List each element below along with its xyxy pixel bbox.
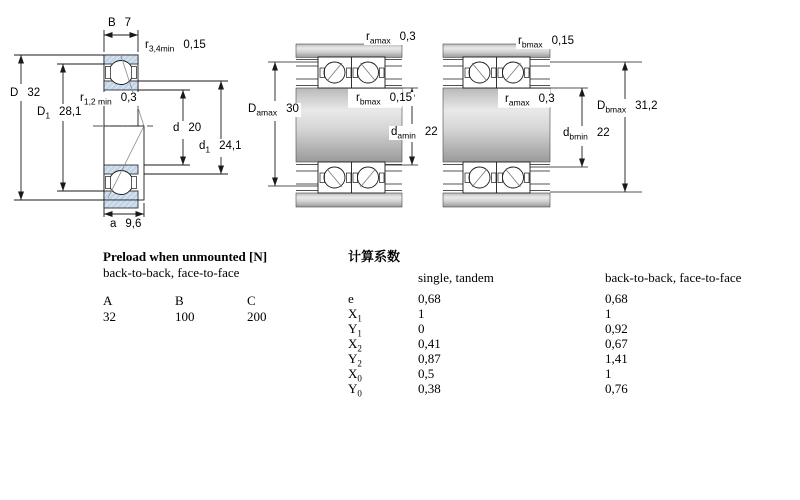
dim-label-dbmin: $d_{bmin}$ 22	[563, 127, 610, 142]
factor-value: 0,87	[418, 351, 441, 366]
factor-value: 1	[605, 306, 612, 321]
dim-label-d: d 20	[173, 122, 202, 134]
dim-label-rbmax-right: $r_{bmax}$ 0,15	[518, 35, 575, 50]
factor-value: 0,5	[418, 366, 435, 381]
factor-row-label: $Y_2$	[348, 351, 362, 369]
factor-row-label: $Y_0$	[348, 381, 362, 399]
dim-label-a: a 9,6	[110, 218, 142, 230]
factor-value: 1,41	[605, 351, 628, 366]
ring-extension	[104, 200, 138, 208]
factor-row-label: $X_0$	[348, 366, 362, 384]
dim-label-Damax: $D_{amax}$ 30	[248, 103, 299, 118]
factor-value: 0,41	[418, 336, 441, 351]
preload-value-C: 200	[247, 309, 267, 324]
factor-value: 1	[418, 306, 425, 321]
factor-row-label: e	[348, 291, 354, 306]
dim-label-r34min: $r_{3,4min}$ 0,15	[145, 39, 206, 54]
preload-value-B: 100	[175, 309, 195, 324]
dim-label-r12min: $r_{1,2 min}$ 0,3	[80, 92, 137, 107]
factor-row-label: $X_2$	[348, 336, 362, 354]
dim-label-Dbmax: $D_{bmax}$ 31,2	[597, 100, 658, 115]
dim-label-d1: $d_1$ 24,1	[199, 140, 242, 155]
preload-col-A: A	[103, 293, 113, 308]
dim-label-ramax-mid: $r_{amax}$ 0,3	[366, 31, 416, 46]
dim-label-B: B 7	[108, 17, 132, 29]
factor-value: 0,76	[605, 381, 628, 396]
factors-col2-header: back-to-back, face-to-face	[605, 270, 742, 285]
factor-value: 1	[605, 366, 612, 381]
factor-row-label: $X_1$	[348, 306, 362, 324]
factor-value: 0,92	[605, 321, 628, 336]
factors-col1-header: single, tandem	[418, 270, 494, 285]
preload-value-A: 32	[103, 309, 116, 324]
preload-col-B: B	[175, 293, 184, 308]
factor-value: 0,68	[605, 291, 628, 306]
preload-col-C: C	[247, 293, 256, 308]
factor-value: 0	[418, 321, 425, 336]
factor-value: 0,67	[605, 336, 628, 351]
factors-title: 计算系数	[348, 249, 401, 264]
ball-bottom	[109, 171, 133, 195]
preload-subtitle: back-to-back, face-to-face	[103, 265, 240, 280]
factor-value: 0,68	[418, 291, 441, 306]
right-arrangement	[443, 44, 642, 207]
dim-label-damin: $d_{amin}$ 22	[391, 126, 438, 141]
factor-row-label: $Y_1$	[348, 321, 362, 339]
dim-label-D: D 32	[10, 87, 41, 99]
preload-title: Preload when unmounted [N]	[103, 249, 268, 264]
factor-value: 0,38	[418, 381, 441, 396]
dim-label-ramax-right: $r_{amax}$ 0,3	[505, 93, 555, 108]
dim-label-D1: $D_1$ 28,1	[37, 106, 82, 121]
dim-label-rbmax-mid: $r_{bmax}$ 0,15	[356, 92, 413, 107]
